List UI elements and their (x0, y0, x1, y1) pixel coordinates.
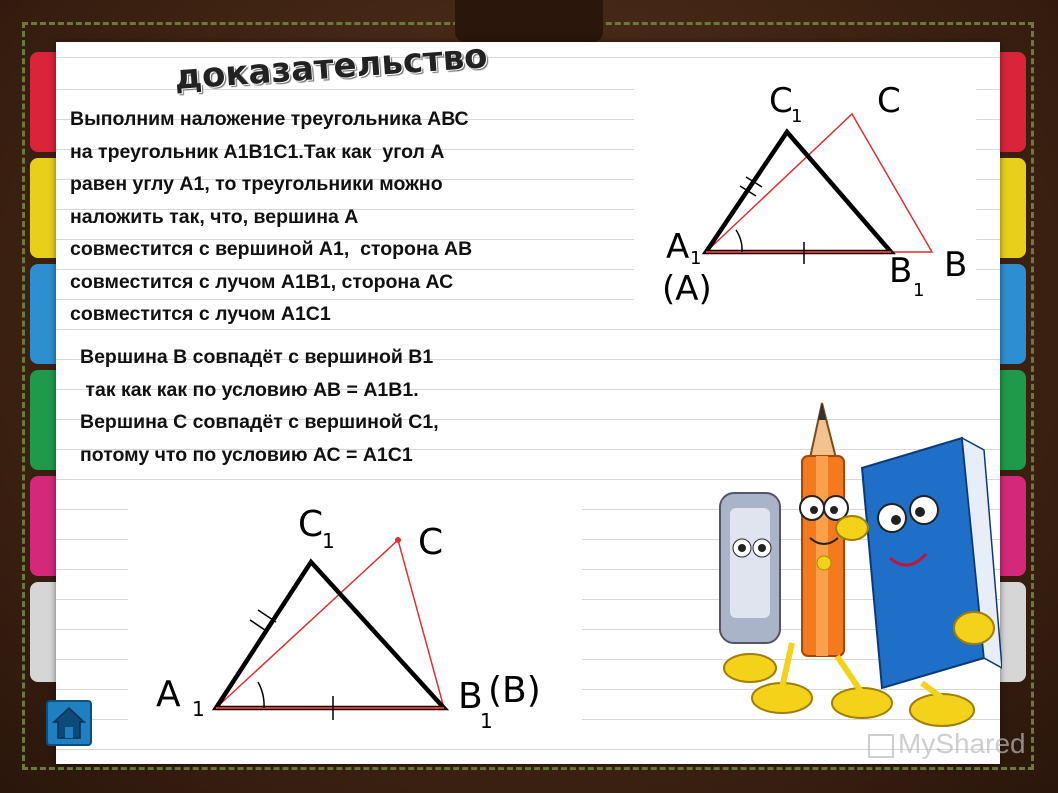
label-a-paren: (A) (662, 269, 712, 309)
paragraph-line: совместится с лучом А1С1 (70, 303, 331, 325)
paragraph-line: так как как по условию АВ = А1В1. (80, 378, 419, 401)
paragraph-line: Вершина С совпадёт с вершиной С1, (80, 411, 439, 433)
label-a1-sub: 1 (192, 697, 205, 721)
label-b: B (944, 245, 968, 285)
slide-title: доказательство (173, 36, 489, 98)
proof-paragraph-2 (80, 341, 439, 471)
tick-mark (250, 620, 268, 632)
triangle-abc (216, 540, 444, 708)
home-icon (48, 702, 90, 744)
label-c1-sub: 1 (322, 529, 335, 553)
label-c1: C (769, 81, 793, 121)
label-c: C (877, 81, 901, 121)
label-c1-sub: 1 (791, 106, 803, 127)
label-c: C (418, 522, 444, 563)
triangle-figure-top (634, 64, 976, 314)
triangle-diagram-top (634, 64, 976, 314)
label-a1: A (666, 227, 690, 267)
watermark-text: MyShared (898, 728, 1026, 759)
label-b-paren: (B) (488, 670, 541, 711)
triangle-abc (706, 114, 932, 252)
proof-paragraph-1 (70, 103, 472, 331)
paragraph-line: равен углу А1, то треугольники можно (70, 173, 443, 195)
label-a1-sub: 1 (690, 248, 702, 269)
label-b1-sub: 1 (480, 709, 493, 733)
watermark (868, 728, 1038, 768)
paragraph-line: Вершина В совпадёт с вершиной В1 (80, 346, 434, 368)
triangle-a1b1c1 (706, 132, 891, 252)
triangle-diagram-bottom (128, 480, 582, 738)
cartoon-characters-image (712, 398, 1002, 743)
triangle-figure-bottom (128, 480, 582, 738)
label-b1: B (458, 676, 483, 717)
paragraph-line: совместится с вершиной А1, сторона АВ (70, 238, 473, 260)
paragraph-line: наложить так, что, вершина А (70, 205, 359, 228)
paragraph-line: потому что по условию АС = А1С1 (80, 443, 413, 466)
point-c-dot (395, 537, 401, 543)
angle-arc (258, 682, 264, 708)
home-button[interactable] (46, 700, 92, 746)
angle-arc (736, 230, 742, 252)
paragraph-line: на треугольник А1В1С1.Так как угол А (70, 140, 445, 163)
label-b1: B (889, 251, 913, 291)
presentation-icon (868, 734, 894, 758)
binder-clip (455, 0, 603, 42)
label-b1-sub: 1 (913, 280, 925, 301)
label-c1: C (298, 504, 324, 545)
paragraph-line: Выполним наложение треугольника АВС (70, 108, 469, 130)
label-a1: A (156, 674, 181, 715)
paragraph-line: совместится с лучом А1В1, сторона АС (70, 270, 454, 293)
